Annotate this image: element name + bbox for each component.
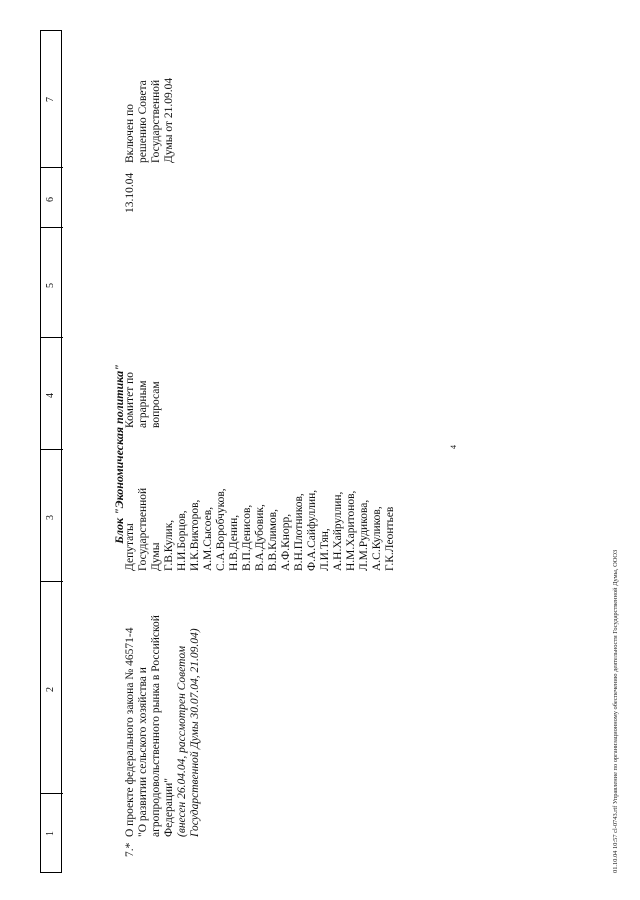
row-number: 7.* xyxy=(124,842,136,857)
column-header-band xyxy=(40,30,62,873)
table-body xyxy=(64,30,584,873)
bill-title: О проекте федерального закона № 46571-4 "О развитии сельского хозяйства и агропродовольственного рынка в Российской Федерации" xyxy=(124,615,175,837)
column-divider xyxy=(41,227,63,228)
page-number: 4 xyxy=(449,445,458,449)
bill-date: 13.10.04 xyxy=(124,172,136,213)
rotated-page xyxy=(40,30,619,873)
column-header-2: 2 xyxy=(45,687,56,692)
column-header-4: 4 xyxy=(45,393,56,398)
page-footer: 01.10.04 10:57 cl-0743.rtf Управление по организационному обеспечению деятельности Государственной Думы, ООО3 xyxy=(612,549,619,873)
column-divider xyxy=(41,581,63,582)
column-header-5: 5 xyxy=(45,283,56,288)
responsible-committee: Комитет по аграрным вопросам xyxy=(124,372,162,428)
column-divider xyxy=(41,793,63,794)
block-title: Блок "Экономическая политика" xyxy=(112,364,126,544)
column-header-1: 1 xyxy=(45,831,56,836)
column-header-7: 7 xyxy=(45,97,56,102)
column-divider xyxy=(41,167,63,168)
column-header-3: 3 xyxy=(45,515,56,520)
bill-authors: Депутаты Государственной Думы Г.В.Кулик, Н.И.Борцов, И.К.Викторов, А.М.Сысоев, С.А.Воробчуков, Н.В.Денин, В.П.Денисов, В.А.Дубовик, В.В.Климов, А.Ф.Кнорр, В.Н.Плотников, Ф.А.Сайфуллин, Л.И.Тян, А.Н.Хайруллин, Н.М.Харитонов, Л.М.Рудикова, А.С.Куликов, Г.К.Леонтьев xyxy=(124,487,396,571)
column-divider xyxy=(41,337,63,338)
bill-status: Включен по решению Совета Государственной Думы от 21.09.04 xyxy=(124,77,175,163)
column-divider xyxy=(41,449,63,450)
column-header-6: 6 xyxy=(45,197,56,202)
bill-note: (внесен 26.04.04, рассмотрен Советом Государственной Думы 30.07.04, 21.09.04) xyxy=(176,628,201,837)
